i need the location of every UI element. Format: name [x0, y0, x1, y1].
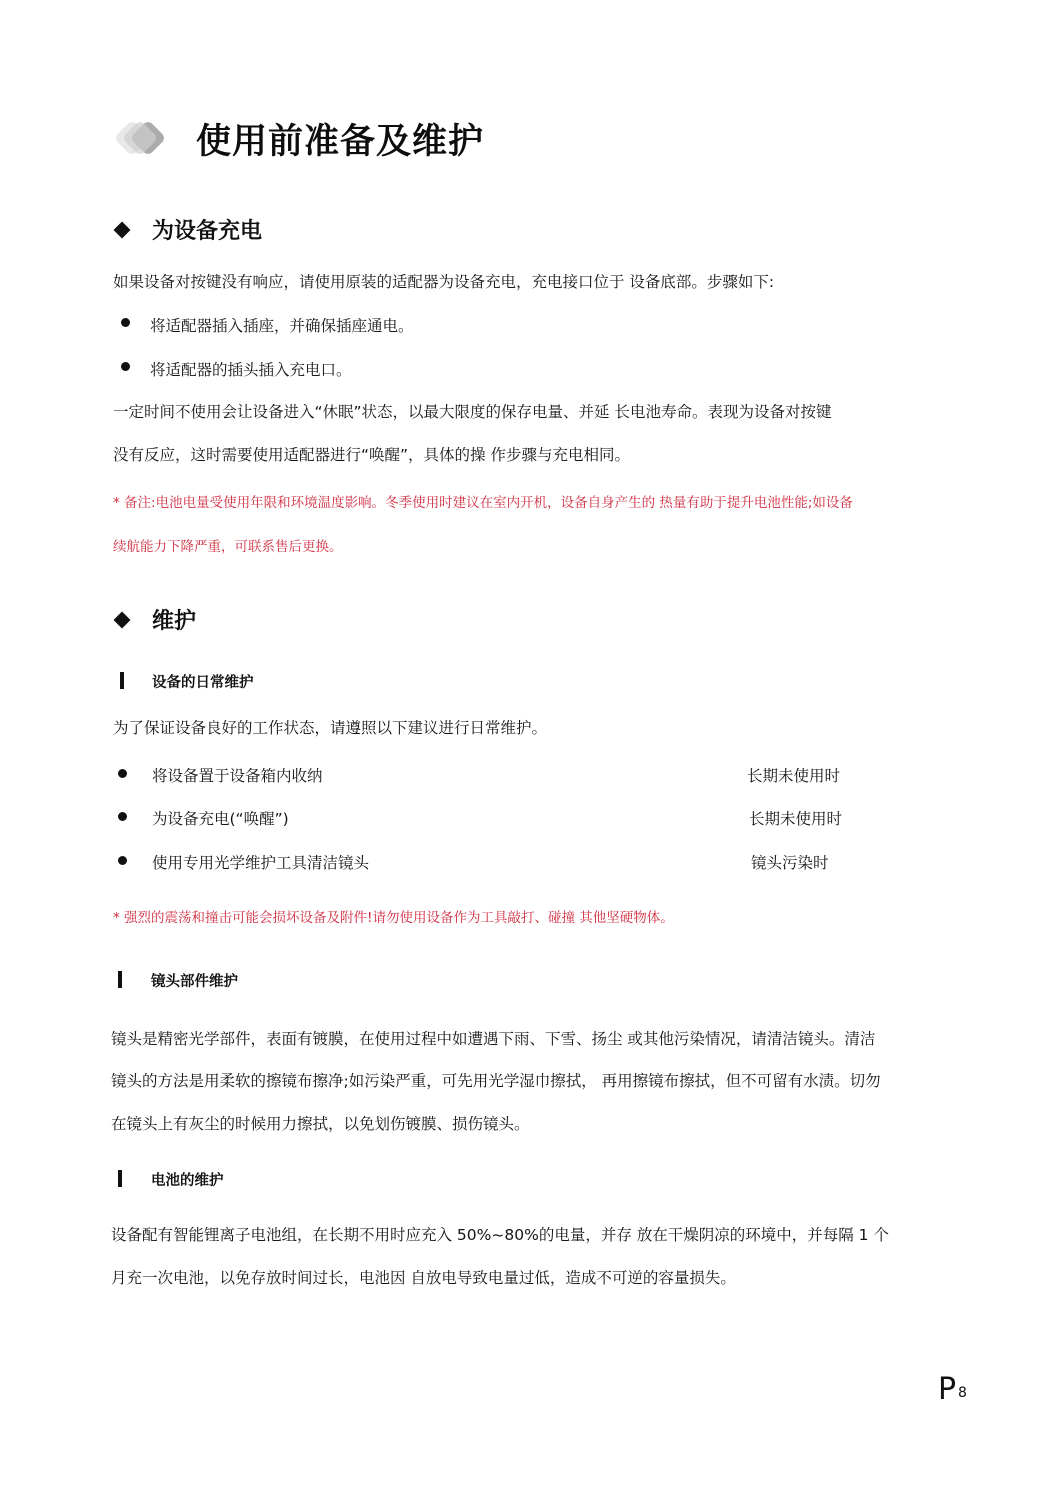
- bullet-dot-icon: [121, 318, 130, 327]
- charging-intro: 如果设备对按键没有响应，请使用原装的适配器为设备充电，充电接口位于 设备底部。步骤如下:: [113, 273, 775, 291]
- battery-paragraph-line-2: 月充一次电池，以免存放时间过长，电池因 自放电导致电量过低，造成不可逆的容量损失。: [111, 1269, 736, 1287]
- subheading-bar-icon: [118, 971, 122, 988]
- section-heading-charging: 为设备充电: [152, 219, 263, 244]
- diamond-bullet-icon: [114, 222, 131, 239]
- subheading-bar-icon: [120, 672, 124, 689]
- page-title: 使用前准备及维护: [196, 122, 485, 162]
- daily-item-action: 将设备置于设备箱内收纳: [152, 767, 323, 785]
- daily-item-action: 使用专用光学维护工具清洁镜头: [152, 854, 370, 872]
- daily-intro: 为了保证设备良好的工作状态，请遵照以下建议进行日常维护。: [113, 719, 548, 737]
- bullet-dot-icon: [118, 856, 127, 865]
- page-number: 8: [958, 1385, 967, 1401]
- lens-paragraph-line-3: 在镜头上有灰尘的时候用力擦拭，以免划伤镀膜、损伤镜头。: [111, 1115, 530, 1133]
- charging-step-2: 将适配器的插头插入充电口。: [150, 361, 352, 379]
- bullet-dot-icon: [118, 812, 127, 821]
- subheading-bar-icon: [118, 1170, 122, 1187]
- page-number-prefix: P: [938, 1372, 957, 1407]
- sleep-paragraph-line-2: 没有反应，这时需要使用适配器进行“唤醒”，具体的操 作步骤与充电相同。: [113, 446, 630, 464]
- section-logo-icon: [110, 116, 172, 160]
- subheading-daily: 设备的日常维护: [152, 675, 254, 691]
- daily-item-action: 为设备充电(“唤醒”): [152, 810, 289, 828]
- daily-item-when: 长期未使用时: [749, 810, 843, 828]
- subheading-battery: 电池的维护: [151, 1173, 224, 1189]
- daily-item-when: 长期未使用时: [747, 767, 841, 785]
- daily-item-when: 镜头污染时: [751, 854, 829, 872]
- bullet-dot-icon: [121, 362, 130, 371]
- lens-paragraph-line-1: 镜头是精密光学部件，表面有镀膜，在使用过程中如遭遇下雨、下雪、扬尘 或其他污染情况，请清洁镜头。清洁: [111, 1030, 876, 1048]
- lens-paragraph-line-2: 镜头的方法是用柔软的擦镜布擦净;如污染严重，可先用光学湿巾擦拭， 再用擦镜布擦拭，但不可留有水渍。切勿: [111, 1072, 881, 1090]
- sleep-paragraph-line-1: 一定时间不使用会让设备进入“休眠”状态，以最大限度的保存电量、并延 长电池寿命。表现为设备对按键: [113, 403, 832, 421]
- charging-note-line-1: * 备注:电池电量受使用年限和环境温度影响。冬季使用时建议在室内开机，设备自身产生的 热量有助于提升电池性能;如设备: [113, 495, 853, 511]
- diamond-bullet-icon: [114, 612, 131, 629]
- section-heading-maintenance: 维护: [152, 609, 197, 634]
- bullet-dot-icon: [118, 769, 127, 778]
- charging-step-1: 将适配器插入插座，并确保插座通电。: [150, 317, 414, 335]
- daily-warning-note: * 强烈的震荡和撞击可能会损坏设备及附件!请勿使用设备作为工具敲打、碰撞 其他坚硬物体。: [113, 910, 674, 926]
- charging-note-line-2: 续航能力下降严重，可联系售后更换。: [113, 539, 343, 555]
- subheading-lens: 镜头部件维护: [151, 974, 238, 990]
- battery-paragraph-line-1: 设备配有智能锂离子电池组，在长期不用时应充入 50%~80%的电量，并存 放在干燥阴凉的环境中，并每隔 1 个: [111, 1226, 889, 1244]
